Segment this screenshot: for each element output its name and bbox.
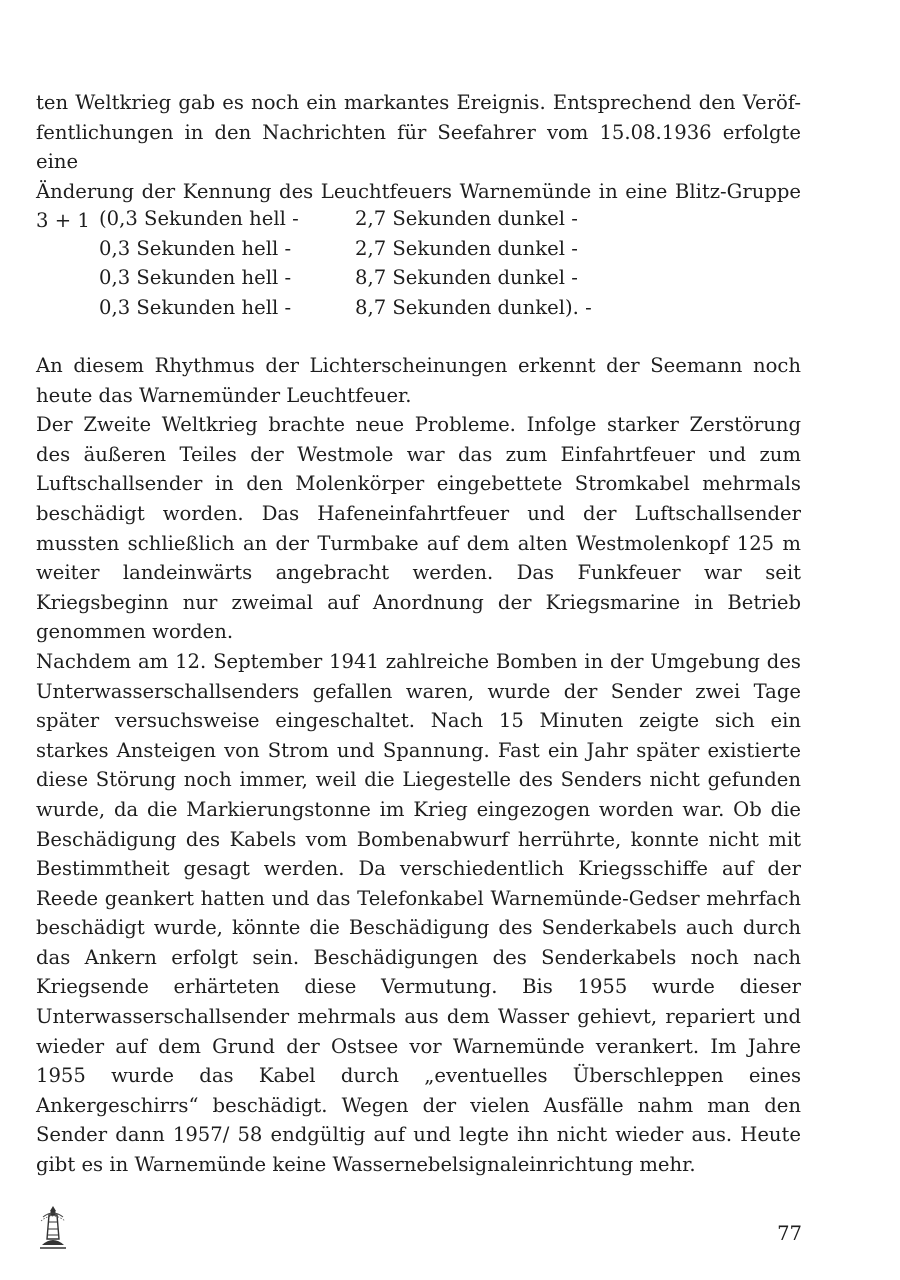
body-text bbox=[36, 351, 801, 1180]
schedule-row bbox=[99, 263, 592, 293]
paragraph-underwater-sender: Nachdem am 12. September 1941 zahlreiche Bomben in der Umgebung des Unterwasserschallsenders gefallen waren, wurde der Sender zwei Tage später versuchsweise eingeschaltet. Nach 15 Minuten zeigte sich ein starkes Ansteigen von Strom und Spannung. Fast ein Jahr später existierte diese Störung noch immer, weil die Liegestelle des Senders nicht gefunden wurde, da die Markierungstonne im Krieg eingezogen worden war. Ob die Beschädigung des Kabels vom Bombenabwurf herrührte, konnte nicht mit Bestimmtheit gesagt werden. Da verschiedentlich Kriegsschiffe auf der Reede geankert hatten und das Telefonkabel Warnemünde-Gedser mehrfach beschädigt wurde, könnte die Beschädigung des Senderkabels auch durch das Ankern erfolgt sein. Beschädigungen des Senderkabels noch nach Kriegsende erhärteten diese Vermutung. Bis 1955 wurde dieser Unterwasserschallsender mehrmals aus dem Wasser gehievt, repariert und wieder auf dem Grund der Ostsee vor Warnemünde verankert. Im Jahre 1955 wurde das Kabel durch „eventuelles Überschleppen eines Ankergeschirrs“ beschädigt. Wegen der vielen Ausfälle nahm man den Sender dann 1957/ 58 endgültig auf und legte ihn nicht wieder aus. Heute gibt es in Warnemünde keine Wassernebelsignaleinrichtung mehr. bbox=[36, 649, 801, 1177]
intro-line-2: fentlichungen in den Nachrichten für Seefahrer vom 15.08.1936 erfolgte eine bbox=[36, 120, 801, 174]
page-number: 77 bbox=[777, 1222, 802, 1245]
paragraph-rhythm: An diesem Rhythmus der Lichterscheinungen erkennt der Seemann noch heute das Warnemünder Leuchtfeuer. bbox=[36, 354, 801, 407]
schedule-row bbox=[99, 234, 592, 264]
intro-line-1: ten Weltkrieg gab es noch ein markantes Ereignis. Entsprechend den Veröf- bbox=[36, 91, 801, 114]
intro-line-3: Änderung der Kennung des Leuchtfeuers Warnemünde in eine Blitz-Gruppe bbox=[36, 179, 801, 203]
schedule-light-on: 0,3 Sekunden hell - bbox=[99, 295, 292, 319]
schedule-light-off: 2,7 Sekunden dunkel - bbox=[355, 236, 578, 260]
intro-line-4: 3 + 1 bbox=[36, 209, 90, 233]
lighthouse-emblem-icon bbox=[38, 1205, 68, 1249]
paragraph-second-world-war: Der Zweite Weltkrieg brachte neue Probleme. Infolge starker Zerstörung des äußeren Teiles der Westmole war das zum Einfahrtfeuer und zum Luftschallsender in den Molenkörper eingebettete Stromkabel mehrmals beschädigt worden. Das Hafeneinfahrtfeuer und der Luftschallsender mussten schließlich an der Turmbake auf dem alten Westmolenkopf 125 m weiter landeinwärts angebracht werden. Das Funkfeuer war seit Kriegsbeginn nur zweimal auf Anordnung der Kriegsmarine in Betrieb genommen worden. bbox=[36, 413, 801, 644]
schedule-light-off: 2,7 Sekunden dunkel - bbox=[355, 207, 578, 230]
schedule-light-on: 0,3 Sekunden hell - bbox=[99, 266, 292, 290]
schedule-light-off: 8,7 Sekunden dunkel). - bbox=[355, 295, 592, 319]
flash-schedule bbox=[99, 204, 592, 322]
schedule-row bbox=[99, 293, 592, 323]
schedule-light-off: 8,7 Sekunden dunkel - bbox=[355, 266, 578, 290]
schedule-row bbox=[99, 204, 592, 234]
schedule-light-on: (0,3 Sekunden hell - bbox=[99, 207, 299, 230]
schedule-light-on: 0,3 Sekunden hell - bbox=[99, 236, 292, 260]
